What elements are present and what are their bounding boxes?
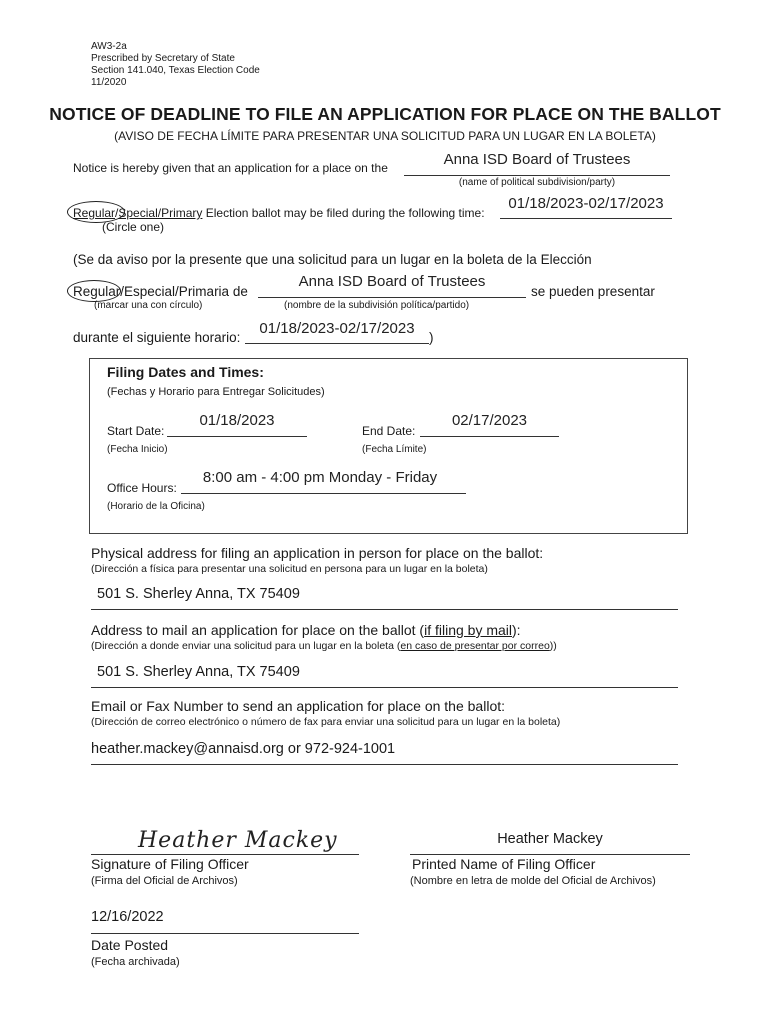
mail-address-label: Address to mail an application for place on the ballot (if filing by mail): [91, 622, 521, 638]
office-hours-line [181, 493, 466, 494]
printed-name-label: Printed Name of Filing Officer [412, 856, 596, 872]
mail-address-label-es: (Dirección a donde enviar una solicitud para un lugar en la boleta (en caso de presentar por correo)) [91, 640, 557, 652]
circle-one-label: (Circle one) [102, 220, 165, 234]
spanish-subdivision-label: (nombre de la subdivisión política/partido) [284, 300, 470, 311]
period-value[interactable]: 01/18/2023-02/17/2023 [508, 195, 664, 212]
date-posted-label: Date Posted [91, 937, 169, 953]
spanish-suffix: se pueden presentar [531, 284, 655, 299]
spanish-period-value[interactable]: 01/18/2023-02/17/2023 [259, 320, 415, 337]
email-fax-label-es: (Dirección de correo electrónico o número de fax para enviar una solicitud para un lugar en la boleta) [91, 716, 561, 728]
form-revision: 11/2020 [91, 77, 127, 88]
subdivision-value[interactable]: Anna ISD Board of Trustees [443, 151, 631, 168]
election-type-line: Regular/Special/Primary Election ballot may be filed during the following time: [73, 206, 485, 220]
date-posted-label-es: (Fecha archivada) [91, 956, 180, 968]
office-hours-es: (Horario de la Oficina) [107, 501, 205, 512]
physical-address-value[interactable]: 501 S. Sherley Anna, TX 75409 [97, 586, 300, 602]
spanish-during: durante el siguiente horario: [73, 330, 241, 345]
start-date-es: (Fecha Inicio) [107, 444, 168, 455]
election-other-option[interactable]: Special/Primary [118, 206, 203, 220]
email-fax-value[interactable]: heather.mackey@annaisd.org or 972-924-1001 [91, 741, 396, 757]
spanish-subdivision-line [258, 297, 526, 298]
end-date-label: End Date: [362, 424, 416, 438]
mail-address-line [91, 687, 678, 688]
physical-address-label: Physical address for filing an application in person for place on the ballot: [91, 545, 544, 561]
subdivision-line [404, 175, 670, 176]
period-line [500, 218, 672, 219]
signature-image: Heather Mackey [138, 828, 338, 853]
page-subtitle: (AVISO DE FECHA LÍMITE PARA PRESENTAR UNA SOLICITUD PARA UN LUGAR EN LA BOLETA) [114, 129, 656, 143]
filing-heading-es: (Fechas y Horario para Entregar Solicitudes) [107, 386, 325, 398]
end-date-es: (Fecha Límite) [362, 444, 427, 455]
notice-text: Notice is hereby given that an application for a place on the [73, 161, 388, 175]
election-suffix: Election ballot may be filed during the following time: [202, 206, 485, 220]
spanish-close-paren: ) [429, 330, 434, 345]
physical-address-label-es: (Dirección a física para presentar una solicitud en persona para un lugar en la boleta) [91, 563, 488, 575]
printed-name-value[interactable]: Heather Mackey [497, 831, 603, 847]
spanish-notice: (Se da aviso por la presente que una solicitud para un lugar en la boleta de la Elección [73, 252, 592, 267]
filing-heading: Filing Dates and Times: [107, 364, 264, 380]
spanish-period-line [245, 343, 429, 344]
page-title: NOTICE OF DEADLINE TO FILE AN APPLICATION FOR PLACE ON THE BALLOT [49, 104, 721, 124]
mail-address-value[interactable]: 501 S. Sherley Anna, TX 75409 [97, 664, 300, 680]
email-fax-line [91, 764, 678, 765]
election-regular-option[interactable]: Regular [73, 206, 116, 220]
spanish-subdivision-value[interactable]: Anna ISD Board of Trustees [298, 273, 486, 290]
prescribed-by: Prescribed by Secretary of State [91, 53, 235, 64]
spanish-regular-option[interactable]: Regular [73, 284, 121, 299]
date-posted-line [91, 933, 359, 934]
code-section: Section 141.040, Texas Election Code [91, 65, 260, 76]
printed-name-label-es: (Nombre en letra de molde del Oficial de Archivos) [410, 875, 656, 887]
spanish-circle-label: (marcar una con círculo) [94, 300, 203, 311]
signature-line [91, 854, 359, 855]
start-date-line [167, 436, 307, 437]
printed-name-line [410, 854, 690, 855]
end-date-value[interactable]: 02/17/2023 [451, 412, 528, 429]
physical-address-line [91, 609, 678, 610]
office-hours-value[interactable]: 8:00 am - 4:00 pm Monday - Friday [202, 469, 438, 486]
start-date-value[interactable]: 01/18/2023 [199, 412, 275, 429]
form-id: AW3-2a [91, 41, 127, 52]
office-hours-label: Office Hours: [107, 481, 177, 495]
end-date-line [420, 436, 559, 437]
spanish-election-type: Regular/Especial/Primaria de [73, 284, 248, 299]
email-fax-label: Email or Fax Number to send an application for place on the ballot: [91, 698, 506, 714]
start-date-label: Start Date: [107, 424, 165, 438]
signature-label-es: (Firma del Oficial de Archivos) [91, 875, 238, 887]
signature-label: Signature of Filing Officer [91, 856, 249, 872]
subdivision-label: (name of political subdivision/party) [458, 177, 616, 188]
date-posted-value[interactable]: 12/16/2022 [91, 909, 164, 925]
